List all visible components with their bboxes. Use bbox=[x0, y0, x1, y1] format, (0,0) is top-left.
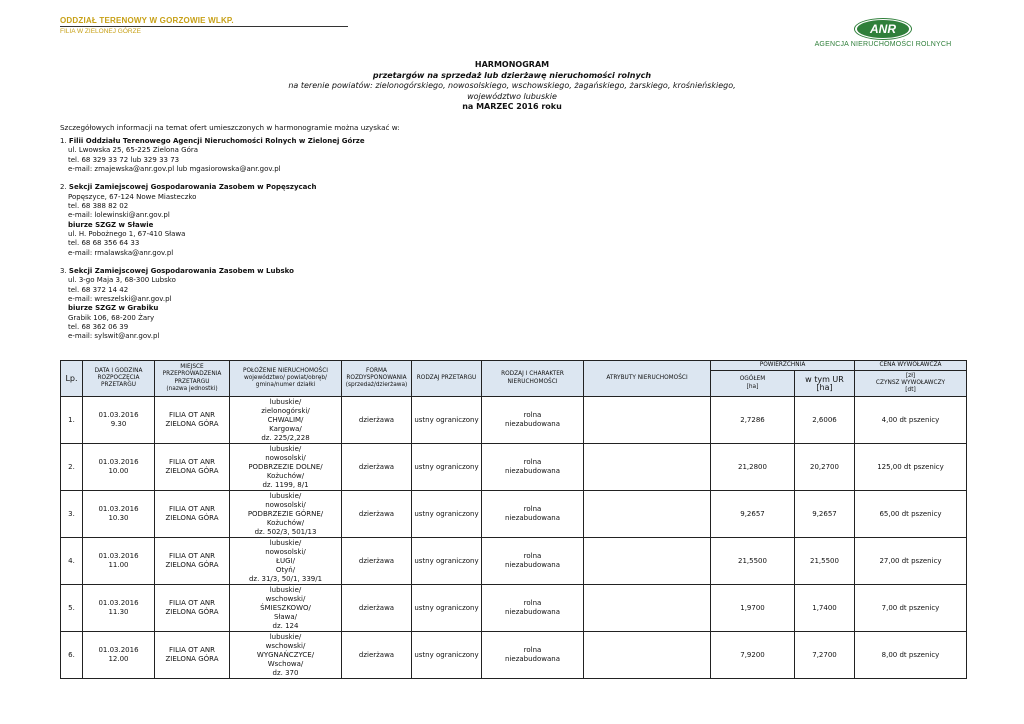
contact-group bbox=[60, 267, 365, 341]
table-row bbox=[61, 444, 967, 491]
table-row bbox=[61, 538, 967, 585]
cell-place: FILIA OT ANR ZIELONA GÓRA bbox=[155, 538, 230, 585]
cell-lp: 3. bbox=[61, 491, 83, 538]
contact-email: e-mail: zmajewska@anr.gov.pl lub mgasiorowska@anr.gov.pl bbox=[68, 164, 281, 173]
contact-phone: tel. 68 329 33 72 lub 329 33 73 bbox=[68, 155, 180, 164]
contact-sub-address: ul. H. Pobożnego 1, 67-410 Sława bbox=[68, 229, 186, 238]
contact-sub-heading: biurze SZGZ w Sławie bbox=[68, 220, 154, 229]
contact-heading: 2. Sekcji Zamiejscowej Gospodarowania Zasobem w Popęszycach bbox=[60, 183, 317, 192]
cell-area-total: 1,9700 bbox=[711, 585, 795, 632]
contact-sub-heading: biurze SZGZ w Grabiku bbox=[68, 304, 159, 313]
cell-form: dzierżawa bbox=[342, 397, 412, 444]
header-price: CENA WYWOŁAWCZA bbox=[855, 361, 967, 371]
cell-area-ur: 20,2700 bbox=[795, 444, 855, 491]
contact-phone: tel. 68 372 14 42 bbox=[68, 285, 129, 294]
contact-phone: tel. 68 388 82 02 bbox=[68, 202, 129, 211]
cell-area-ur: 21,5500 bbox=[795, 538, 855, 585]
cell-attributes bbox=[584, 585, 711, 632]
cell-area-ur: 1,7400 bbox=[795, 585, 855, 632]
contact-sub-phone: tel. 68 362 06 39 bbox=[68, 322, 129, 331]
cell-area-total: 2,7286 bbox=[711, 397, 795, 444]
contact-sub-email: e-mail: sylswit@anr.gov.pl bbox=[68, 332, 160, 341]
contact-sub-phone: tel. 68 68 356 64 33 bbox=[68, 239, 140, 248]
table-row bbox=[61, 632, 967, 679]
contact-email: e-mail: wreszelski@anr.gov.pl bbox=[68, 295, 172, 304]
cell-area-total: 21,5500 bbox=[711, 538, 795, 585]
cell-lp: 1. bbox=[61, 397, 83, 444]
cell-kind: rolna niezabudowana bbox=[482, 632, 584, 679]
contact-group bbox=[60, 137, 365, 174]
header-place: MIEJSCE PRZEPROWADZENIA PRZETARGU (nazwa jednostki) bbox=[155, 361, 230, 397]
cell-price: 125,00 dt pszenicy bbox=[855, 444, 967, 491]
cell-form: dzierżawa bbox=[342, 538, 412, 585]
cell-form: dzierżawa bbox=[342, 632, 412, 679]
anr-logo bbox=[800, 20, 966, 52]
cell-date: 01.03.2016 12.00 bbox=[83, 632, 155, 679]
cell-place: FILIA OT ANR ZIELONA GÓRA bbox=[155, 585, 230, 632]
org-branch: FILIA W ZIELONEJ GÓRZE bbox=[60, 28, 141, 35]
header-kind: RODZAJ I CHARAKTER NIERUCHOMOŚCI bbox=[482, 361, 584, 397]
cell-auction-type: ustny ograniczony bbox=[412, 632, 482, 679]
header-date: DATA I GODZINA ROZPOCZĘCIA PRZETARGU bbox=[83, 361, 155, 397]
cell-date: 01.03.2016 10.30 bbox=[83, 491, 155, 538]
header-area-total: OGÓŁEM [ha] bbox=[711, 371, 795, 397]
contact-heading: 3. Sekcji Zamiejscowej Gospodarowania Zasobem w Lubsko bbox=[60, 267, 294, 276]
cell-area-total: 9,2657 bbox=[711, 491, 795, 538]
cell-form: dzierżawa bbox=[342, 444, 412, 491]
cell-lp: 5. bbox=[61, 585, 83, 632]
cell-kind: rolna niezabudowana bbox=[482, 397, 584, 444]
cell-location: lubuskie/ zielonogórski/ CHWALIM/ Kargowa/ dz. 225/2,228 bbox=[230, 397, 342, 444]
cell-attributes bbox=[584, 538, 711, 585]
header-area-ur: w tym UR [ha] bbox=[795, 371, 855, 397]
cell-date: 01.03.2016 11.00 bbox=[83, 538, 155, 585]
logo-mark: ANR bbox=[857, 20, 909, 38]
cell-attributes bbox=[584, 444, 711, 491]
contact-sub-address: Grabik 106, 68-200 Żary bbox=[68, 313, 155, 322]
cell-attributes bbox=[584, 397, 711, 444]
contact-email: e-mail: lolewinski@anr.gov.pl bbox=[68, 211, 170, 220]
intro-text: Szczegółowych informacji na temat ofert umieszczonych w harmonogramie można uzyskać w: bbox=[60, 123, 400, 132]
cell-area-total: 21,2800 bbox=[711, 444, 795, 491]
cell-place: FILIA OT ANR ZIELONA GÓRA bbox=[155, 397, 230, 444]
cell-auction-type: ustny ograniczony bbox=[412, 397, 482, 444]
header-form: FORMA ROZDYSPONOWANIA (sprzedaż/dzierżawa) bbox=[342, 361, 412, 397]
document-title bbox=[0, 60, 1024, 113]
contact-heading: 1. Filii Oddziału Terenowego Agencji Nieruchomości Rolnych w Zielonej Górze bbox=[60, 137, 365, 145]
cell-place: FILIA OT ANR ZIELONA GÓRA bbox=[155, 491, 230, 538]
table-row bbox=[61, 585, 967, 632]
cell-kind: rolna niezabudowana bbox=[482, 538, 584, 585]
cell-location: lubuskie/ nowosolski/ PODBRZEZIE GÓRNE/ Kożuchów/ dz. 502/3, 501/13 bbox=[230, 491, 342, 538]
cell-date: 01.03.2016 9.30 bbox=[83, 397, 155, 444]
cell-auction-type: ustny ograniczony bbox=[412, 491, 482, 538]
cell-kind: rolna niezabudowana bbox=[482, 444, 584, 491]
contact-address: Popęszyce, 67-124 Nowe Miasteczko bbox=[68, 192, 197, 201]
cell-auction-type: ustny ograniczony bbox=[412, 538, 482, 585]
cell-location: lubuskie/ wschowski/ ŚMIESZKOWO/ Sława/ dz. 124 bbox=[230, 585, 342, 632]
cell-lp: 4. bbox=[61, 538, 83, 585]
title-line-1: HARMONOGRAM bbox=[474, 60, 550, 69]
cell-location: lubuskie/ nowosolski/ PODBRZEZIE DOLNE/ Kożuchów/ dz. 1199, 8/1 bbox=[230, 444, 342, 491]
cell-price: 65,00 dt pszenicy bbox=[855, 491, 967, 538]
header-lp: Lp. bbox=[61, 361, 83, 397]
cell-attributes bbox=[584, 632, 711, 679]
cell-form: dzierżawa bbox=[342, 491, 412, 538]
cell-date: 01.03.2016 11.30 bbox=[83, 585, 155, 632]
title-line-5: na MARZEC 2016 roku bbox=[462, 102, 562, 111]
cell-date: 01.03.2016 10.00 bbox=[83, 444, 155, 491]
title-line-3: na terenie powiatów: zielonogórskiego, nowosolskiego, wschowskiego, żagańskiego, żarskiego, krośnieńskiego, bbox=[288, 81, 736, 90]
contact-sub-email: e-mail: rmalawska@anr.gov.pl bbox=[68, 248, 174, 257]
schedule-table bbox=[60, 360, 967, 679]
org-name: ODDZIAŁ TERENOWY W GORZOWIE WLKP. bbox=[60, 16, 234, 25]
cell-attributes bbox=[584, 491, 711, 538]
cell-location: lubuskie/ wschowski/ WYGNAŃCZYCE/ Wschowa/ dz. 370 bbox=[230, 632, 342, 679]
cell-area-ur: 7,2700 bbox=[795, 632, 855, 679]
cell-area-ur: 2,6006 bbox=[795, 397, 855, 444]
cell-kind: rolna niezabudowana bbox=[482, 491, 584, 538]
contact-address: ul. 3-go Maja 3, 68-300 Lubsko bbox=[68, 276, 176, 285]
cell-area-total: 7,9200 bbox=[711, 632, 795, 679]
table-row bbox=[61, 397, 967, 444]
header-attributes: ATRYBUTY NIERUCHOMOŚCI bbox=[584, 361, 711, 397]
table-row bbox=[61, 491, 967, 538]
header-area: POWIERZCHNIA bbox=[711, 361, 855, 371]
cell-auction-type: ustny ograniczony bbox=[412, 444, 482, 491]
cell-area-ur: 9,2657 bbox=[795, 491, 855, 538]
header-price-sub: [zł] CZYNSZ WYWOŁAWCZY [dt] bbox=[855, 371, 967, 397]
org-header bbox=[60, 16, 348, 35]
header-auction-type: RODZAJ PRZETARGU bbox=[412, 361, 482, 397]
contact-address: ul. Lwowska 25, 65-225 Zielona Góra bbox=[68, 146, 199, 155]
contact-group bbox=[60, 183, 365, 257]
contacts-list bbox=[60, 137, 365, 351]
cell-auction-type: ustny ograniczony bbox=[412, 585, 482, 632]
header-location: POŁOŻENIE NIERUCHOMOŚCI województwo/ powiat/obręb/ gmina/numer działki bbox=[230, 361, 342, 397]
cell-form: dzierżawa bbox=[342, 585, 412, 632]
cell-kind: rolna niezabudowana bbox=[482, 585, 584, 632]
cell-location: lubuskie/ nowosolski/ ŁUGI/ Otyń/ dz. 31/3, 50/1, 339/1 bbox=[230, 538, 342, 585]
title-line-2: przetargów na sprzedaż lub dzierżawę nieruchomości rolnych bbox=[372, 70, 652, 80]
title-line-4: województwo lubuskie bbox=[467, 91, 557, 101]
cell-place: FILIA OT ANR ZIELONA GÓRA bbox=[155, 632, 230, 679]
header-rule bbox=[60, 26, 348, 27]
cell-lp: 2. bbox=[61, 444, 83, 491]
cell-price: 8,00 dt pszenicy bbox=[855, 632, 967, 679]
cell-place: FILIA OT ANR ZIELONA GÓRA bbox=[155, 444, 230, 491]
logo-text: AGENCJA NIERUCHOMOŚCI ROLNYCH bbox=[814, 41, 952, 48]
cell-lp: 6. bbox=[61, 632, 83, 679]
cell-price: 7,00 dt pszenicy bbox=[855, 585, 967, 632]
cell-price: 4,00 dt pszenicy bbox=[855, 397, 967, 444]
cell-price: 27,00 dt pszenicy bbox=[855, 538, 967, 585]
